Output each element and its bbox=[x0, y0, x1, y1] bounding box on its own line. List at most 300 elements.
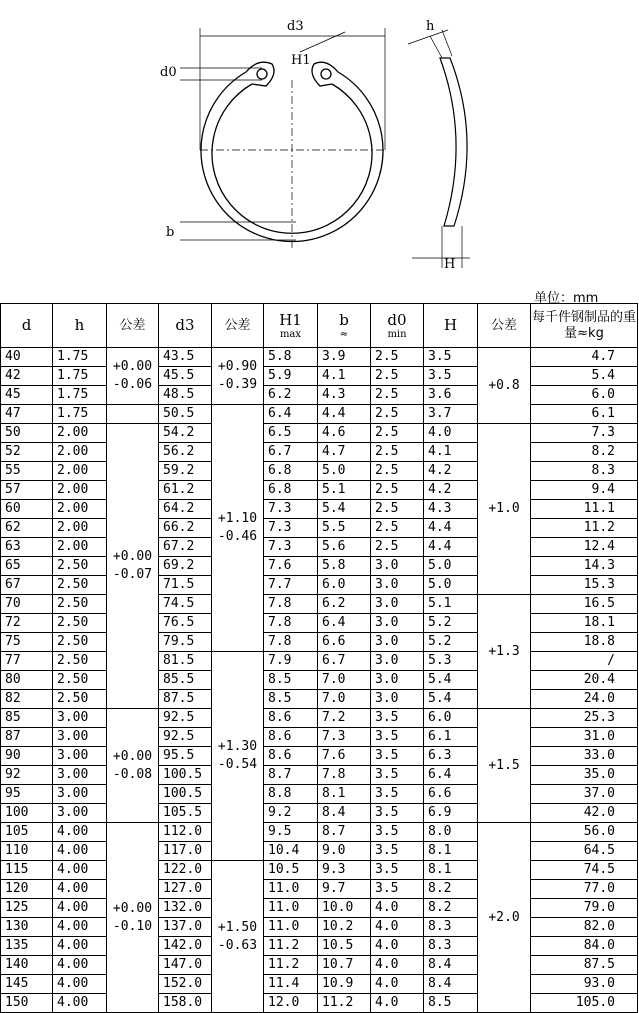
cell-h: 3.00 bbox=[53, 804, 107, 823]
cell-H: 4.2 bbox=[424, 462, 478, 481]
cell-weight: 84.0 bbox=[531, 937, 638, 956]
header-b-sub: ≈ bbox=[339, 328, 349, 340]
cell-H: 8.4 bbox=[424, 956, 478, 975]
cell-tol-H: +1.3 bbox=[478, 595, 531, 709]
header-b bbox=[318, 304, 371, 348]
cell-b: 6.0 bbox=[318, 576, 371, 595]
cell-d0: 2.5 bbox=[371, 405, 424, 424]
cell-H1: 6.4 bbox=[264, 405, 318, 424]
cell-d: 62 bbox=[1, 519, 53, 538]
cell-H: 6.4 bbox=[424, 766, 478, 785]
cell-d0: 3.5 bbox=[371, 728, 424, 747]
cell-H1: 8.6 bbox=[264, 747, 318, 766]
cell-weight: 4.7 bbox=[531, 348, 638, 367]
cell-weight: 20.4 bbox=[531, 671, 638, 690]
cell-d3: 87.5 bbox=[159, 690, 212, 709]
cell-d3: 71.5 bbox=[159, 576, 212, 595]
cell-d3: 152.0 bbox=[159, 975, 212, 994]
cell-d: 57 bbox=[1, 481, 53, 500]
cell-d3: 100.5 bbox=[159, 785, 212, 804]
cell-b: 4.4 bbox=[318, 405, 371, 424]
cell-h: 2.50 bbox=[53, 576, 107, 595]
table-row bbox=[1, 557, 638, 576]
cell-b: 8.4 bbox=[318, 804, 371, 823]
cell-h: 4.00 bbox=[53, 842, 107, 861]
unit-label: 单位：mm bbox=[534, 291, 599, 306]
cell-H: 8.4 bbox=[424, 975, 478, 994]
cell-H1: 10.4 bbox=[264, 842, 318, 861]
cell-h: 2.00 bbox=[53, 462, 107, 481]
cell-b: 7.6 bbox=[318, 747, 371, 766]
cell-h: 2.00 bbox=[53, 538, 107, 557]
cell-tol-H: +2.0 bbox=[478, 823, 531, 1013]
table-row bbox=[1, 918, 638, 937]
cell-h: 2.00 bbox=[53, 424, 107, 443]
cell-d: 130 bbox=[1, 918, 53, 937]
cell-b: 9.3 bbox=[318, 861, 371, 880]
header-d3: d3 bbox=[159, 304, 212, 348]
cell-d: 145 bbox=[1, 975, 53, 994]
cell-d3: 137.0 bbox=[159, 918, 212, 937]
table-row bbox=[1, 937, 638, 956]
cell-d3: 92.5 bbox=[159, 728, 212, 747]
cell-h: 3.00 bbox=[53, 709, 107, 728]
cell-tol-H: +1.0 bbox=[478, 424, 531, 595]
header-H: H bbox=[424, 304, 478, 348]
cell-d: 45 bbox=[1, 386, 53, 405]
cell-h: 4.00 bbox=[53, 956, 107, 975]
cell-H: 5.2 bbox=[424, 633, 478, 652]
cell-H1: 12.0 bbox=[264, 994, 318, 1013]
table-row bbox=[1, 975, 638, 994]
cell-H1: 7.6 bbox=[264, 557, 318, 576]
cell-H1: 7.3 bbox=[264, 519, 318, 538]
cell-h: 4.00 bbox=[53, 994, 107, 1013]
cell-d: 87 bbox=[1, 728, 53, 747]
cell-d: 140 bbox=[1, 956, 53, 975]
cell-d0: 4.0 bbox=[371, 975, 424, 994]
table-row bbox=[1, 842, 638, 861]
cell-d: 115 bbox=[1, 861, 53, 880]
header-d0-sub: min bbox=[387, 328, 407, 340]
table-row bbox=[1, 899, 638, 918]
cell-d0: 3.5 bbox=[371, 785, 424, 804]
cell-H1: 8.8 bbox=[264, 785, 318, 804]
cell-H: 4.4 bbox=[424, 519, 478, 538]
cell-H: 8.1 bbox=[424, 861, 478, 880]
cell-H: 4.0 bbox=[424, 424, 478, 443]
cell-H1: 6.8 bbox=[264, 481, 318, 500]
cell-d3: 142.0 bbox=[159, 937, 212, 956]
cell-d0: 4.0 bbox=[371, 899, 424, 918]
cell-tol-h: +0.00 -0.06 bbox=[107, 348, 159, 405]
cell-H1: 11.2 bbox=[264, 937, 318, 956]
cell-H: 5.0 bbox=[424, 557, 478, 576]
cell-H: 6.6 bbox=[424, 785, 478, 804]
cell-H1: 8.5 bbox=[264, 671, 318, 690]
cell-weight: 9.4 bbox=[531, 481, 638, 500]
cell-H1: 6.2 bbox=[264, 386, 318, 405]
table-row bbox=[1, 652, 638, 671]
cell-d0: 2.5 bbox=[371, 348, 424, 367]
cell-b: 10.7 bbox=[318, 956, 371, 975]
cell-d: 50 bbox=[1, 424, 53, 443]
cell-b: 4.3 bbox=[318, 386, 371, 405]
cell-h: 2.00 bbox=[53, 519, 107, 538]
cell-d: 75 bbox=[1, 633, 53, 652]
cell-d0: 3.0 bbox=[371, 671, 424, 690]
cell-H: 6.0 bbox=[424, 709, 478, 728]
table-row bbox=[1, 348, 638, 367]
cell-d3: 59.2 bbox=[159, 462, 212, 481]
cell-d: 42 bbox=[1, 367, 53, 386]
cell-weight: 35.0 bbox=[531, 766, 638, 785]
cell-b: 11.2 bbox=[318, 994, 371, 1013]
cell-d0: 3.0 bbox=[371, 557, 424, 576]
cell-d0: 3.5 bbox=[371, 880, 424, 899]
cell-d3: 95.5 bbox=[159, 747, 212, 766]
table-body bbox=[1, 348, 638, 1013]
table-row bbox=[1, 405, 638, 424]
table-row bbox=[1, 766, 638, 785]
table-row bbox=[1, 785, 638, 804]
cell-weight: 33.0 bbox=[531, 747, 638, 766]
cell-H1: 7.8 bbox=[264, 614, 318, 633]
cell-weight: 8.2 bbox=[531, 443, 638, 462]
cell-b: 4.1 bbox=[318, 367, 371, 386]
cell-H1: 8.6 bbox=[264, 728, 318, 747]
cell-H: 5.4 bbox=[424, 671, 478, 690]
cell-d: 120 bbox=[1, 880, 53, 899]
cell-d0: 4.0 bbox=[371, 937, 424, 956]
cell-d3: 74.5 bbox=[159, 595, 212, 614]
cell-b: 4.6 bbox=[318, 424, 371, 443]
table-row bbox=[1, 956, 638, 975]
right-lug bbox=[312, 62, 338, 86]
cell-b: 5.4 bbox=[318, 500, 371, 519]
header-d0 bbox=[371, 304, 424, 348]
cell-H: 3.5 bbox=[424, 367, 478, 386]
cell-H: 5.3 bbox=[424, 652, 478, 671]
cell-tol-h: +0.00 -0.08 bbox=[107, 709, 159, 823]
table-row bbox=[1, 367, 638, 386]
cell-H: 8.3 bbox=[424, 937, 478, 956]
cell-H: 4.4 bbox=[424, 538, 478, 557]
cell-d3: 81.5 bbox=[159, 652, 212, 671]
cell-b: 7.8 bbox=[318, 766, 371, 785]
cell-d3: 79.5 bbox=[159, 633, 212, 652]
table-row bbox=[1, 519, 638, 538]
cell-tol-d3: +1.10 -0.46 bbox=[212, 405, 264, 652]
cell-H1: 7.7 bbox=[264, 576, 318, 595]
cell-H: 6.3 bbox=[424, 747, 478, 766]
cell-H1: 6.8 bbox=[264, 462, 318, 481]
cell-h: 2.50 bbox=[53, 690, 107, 709]
cell-H1: 11.0 bbox=[264, 918, 318, 937]
cell-d: 40 bbox=[1, 348, 53, 367]
cell-H: 5.1 bbox=[424, 595, 478, 614]
cell-b: 7.0 bbox=[318, 671, 371, 690]
cell-h: 4.00 bbox=[53, 975, 107, 994]
cell-d: 47 bbox=[1, 405, 53, 424]
cell-h: 2.50 bbox=[53, 633, 107, 652]
cell-weight: 15.3 bbox=[531, 576, 638, 595]
cell-d3: 69.2 bbox=[159, 557, 212, 576]
cell-H1: 7.8 bbox=[264, 633, 318, 652]
cell-d: 80 bbox=[1, 671, 53, 690]
cell-H1: 11.0 bbox=[264, 880, 318, 899]
cell-d: 125 bbox=[1, 899, 53, 918]
cell-H: 3.6 bbox=[424, 386, 478, 405]
cell-b: 6.2 bbox=[318, 595, 371, 614]
cell-h: 4.00 bbox=[53, 899, 107, 918]
cell-d: 90 bbox=[1, 747, 53, 766]
cell-d: 100 bbox=[1, 804, 53, 823]
cell-b: 10.2 bbox=[318, 918, 371, 937]
cell-d3: 85.5 bbox=[159, 671, 212, 690]
d3-label: d3 bbox=[287, 19, 304, 34]
cell-b: 7.3 bbox=[318, 728, 371, 747]
cell-d3: 67.2 bbox=[159, 538, 212, 557]
retaining-ring-drawing bbox=[0, 0, 639, 290]
header-b-main: b bbox=[339, 310, 349, 329]
cell-d0: 2.5 bbox=[371, 367, 424, 386]
cell-weight: 105.0 bbox=[531, 994, 638, 1013]
cell-d3: 127.0 bbox=[159, 880, 212, 899]
cell-H1: 11.4 bbox=[264, 975, 318, 994]
table-row bbox=[1, 462, 638, 481]
table-row bbox=[1, 576, 638, 595]
cell-b: 3.9 bbox=[318, 348, 371, 367]
cell-H1: 6.5 bbox=[264, 424, 318, 443]
cell-H: 8.0 bbox=[424, 823, 478, 842]
cell-h: 3.00 bbox=[53, 766, 107, 785]
cell-d: 85 bbox=[1, 709, 53, 728]
cell-H1: 7.3 bbox=[264, 538, 318, 557]
cell-H1: 8.7 bbox=[264, 766, 318, 785]
cell-d3: 76.5 bbox=[159, 614, 212, 633]
cell-weight: 18.8 bbox=[531, 633, 638, 652]
cell-d0: 3.0 bbox=[371, 576, 424, 595]
cell-H1: 7.3 bbox=[264, 500, 318, 519]
table-row bbox=[1, 747, 638, 766]
cell-b: 6.4 bbox=[318, 614, 371, 633]
cell-H1: 9.5 bbox=[264, 823, 318, 842]
cell-d0: 2.5 bbox=[371, 500, 424, 519]
cell-d0: 3.5 bbox=[371, 747, 424, 766]
cell-d: 150 bbox=[1, 994, 53, 1013]
cell-d0: 2.5 bbox=[371, 386, 424, 405]
cell-d0: 2.5 bbox=[371, 462, 424, 481]
table-row bbox=[1, 728, 638, 747]
table-row bbox=[1, 614, 638, 633]
table-row bbox=[1, 443, 638, 462]
cell-d3: 147.0 bbox=[159, 956, 212, 975]
cell-d: 105 bbox=[1, 823, 53, 842]
cell-d0: 3.5 bbox=[371, 766, 424, 785]
cell-b: 6.6 bbox=[318, 633, 371, 652]
cell-H: 8.3 bbox=[424, 918, 478, 937]
cell-H: 3.7 bbox=[424, 405, 478, 424]
right-lug-hole bbox=[321, 69, 331, 79]
cell-h: 2.50 bbox=[53, 557, 107, 576]
table-row bbox=[1, 386, 638, 405]
cell-b: 5.5 bbox=[318, 519, 371, 538]
cell-h: 4.00 bbox=[53, 880, 107, 899]
cell-H1: 11.0 bbox=[264, 899, 318, 918]
cell-d3: 45.5 bbox=[159, 367, 212, 386]
cell-weight: 77.0 bbox=[531, 880, 638, 899]
table-row bbox=[1, 500, 638, 519]
cell-weight: 64.5 bbox=[531, 842, 638, 861]
cell-d0: 3.5 bbox=[371, 823, 424, 842]
cell-H: 3.5 bbox=[424, 348, 478, 367]
b-label: b bbox=[166, 225, 175, 240]
table-row bbox=[1, 994, 638, 1013]
cell-b: 7.2 bbox=[318, 709, 371, 728]
cell-d0: 2.5 bbox=[371, 424, 424, 443]
table-row bbox=[1, 880, 638, 899]
cell-weight: 7.3 bbox=[531, 424, 638, 443]
cell-H1: 10.5 bbox=[264, 861, 318, 880]
cell-h: 2.00 bbox=[53, 481, 107, 500]
cell-d0: 3.0 bbox=[371, 595, 424, 614]
cell-d0: 4.0 bbox=[371, 956, 424, 975]
cell-tol-h: +0.00 -0.10 bbox=[107, 823, 159, 1013]
cell-d0: 2.5 bbox=[371, 519, 424, 538]
cell-weight: 6.1 bbox=[531, 405, 638, 424]
cell-b: 9.0 bbox=[318, 842, 371, 861]
cell-weight: 93.0 bbox=[531, 975, 638, 994]
cell-tol-d3: +1.30 -0.54 bbox=[212, 652, 264, 861]
cell-d: 95 bbox=[1, 785, 53, 804]
cell-d0: 3.0 bbox=[371, 614, 424, 633]
cell-b: 5.1 bbox=[318, 481, 371, 500]
cell-h: 1.75 bbox=[53, 348, 107, 367]
cell-d0: 3.0 bbox=[371, 690, 424, 709]
table-row bbox=[1, 861, 638, 880]
cell-h: 2.50 bbox=[53, 671, 107, 690]
cell-h: 2.50 bbox=[53, 652, 107, 671]
cell-H: 8.2 bbox=[424, 880, 478, 899]
cell-d: 82 bbox=[1, 690, 53, 709]
header-tol-H: 公差 bbox=[478, 304, 531, 348]
cell-h: 2.00 bbox=[53, 500, 107, 519]
cell-d3: 122.0 bbox=[159, 861, 212, 880]
table-row bbox=[1, 481, 638, 500]
cell-H: 8.1 bbox=[424, 842, 478, 861]
cell-d: 135 bbox=[1, 937, 53, 956]
cell-b: 5.6 bbox=[318, 538, 371, 557]
cell-tol-h bbox=[107, 405, 159, 424]
cell-H: 8.5 bbox=[424, 994, 478, 1013]
header-tol-d3: 公差 bbox=[212, 304, 264, 348]
cell-H1: 7.8 bbox=[264, 595, 318, 614]
header-tol-h: 公差 bbox=[107, 304, 159, 348]
cell-d3: 54.2 bbox=[159, 424, 212, 443]
cell-weight: 25.3 bbox=[531, 709, 638, 728]
cell-d3: 66.2 bbox=[159, 519, 212, 538]
cell-h: 4.00 bbox=[53, 823, 107, 842]
cell-weight: 82.0 bbox=[531, 918, 638, 937]
cell-b: 10.9 bbox=[318, 975, 371, 994]
cell-d3: 158.0 bbox=[159, 994, 212, 1013]
cell-h: 3.00 bbox=[53, 747, 107, 766]
cell-H: 5.0 bbox=[424, 576, 478, 595]
cell-b: 5.0 bbox=[318, 462, 371, 481]
cell-weight: 87.5 bbox=[531, 956, 638, 975]
cell-weight: 14.3 bbox=[531, 557, 638, 576]
cell-d3: 61.2 bbox=[159, 481, 212, 500]
cell-d3: 48.5 bbox=[159, 386, 212, 405]
cell-tol-H: +1.5 bbox=[478, 709, 531, 823]
cell-d0: 2.5 bbox=[371, 443, 424, 462]
cell-weight: 12.4 bbox=[531, 538, 638, 557]
table-row bbox=[1, 633, 638, 652]
cell-d: 77 bbox=[1, 652, 53, 671]
cell-d: 70 bbox=[1, 595, 53, 614]
table-row bbox=[1, 823, 638, 842]
cell-b: 9.7 bbox=[318, 880, 371, 899]
cell-b: 10.5 bbox=[318, 937, 371, 956]
cell-d3: 43.5 bbox=[159, 348, 212, 367]
cell-h: 4.00 bbox=[53, 918, 107, 937]
cell-H1: 5.9 bbox=[264, 367, 318, 386]
cell-d3: 50.5 bbox=[159, 405, 212, 424]
cell-d0: 3.5 bbox=[371, 709, 424, 728]
dimension-table bbox=[0, 303, 638, 1013]
cell-H1: 6.7 bbox=[264, 443, 318, 462]
cell-h: 3.00 bbox=[53, 785, 107, 804]
cell-h: 3.00 bbox=[53, 728, 107, 747]
cell-weight: 16.5 bbox=[531, 595, 638, 614]
cell-tol-d3: +1.50 -0.63 bbox=[212, 861, 264, 1013]
cell-d: 60 bbox=[1, 500, 53, 519]
cell-d3: 56.2 bbox=[159, 443, 212, 462]
cell-h: 2.50 bbox=[53, 614, 107, 633]
cell-weight: 8.3 bbox=[531, 462, 638, 481]
cell-d3: 64.2 bbox=[159, 500, 212, 519]
cell-d0: 4.0 bbox=[371, 994, 424, 1013]
cell-b: 7.0 bbox=[318, 690, 371, 709]
cell-weight: 5.4 bbox=[531, 367, 638, 386]
cell-d0: 3.5 bbox=[371, 804, 424, 823]
cell-d: 67 bbox=[1, 576, 53, 595]
cell-b: 6.7 bbox=[318, 652, 371, 671]
table-row bbox=[1, 709, 638, 728]
cell-d0: 2.5 bbox=[371, 538, 424, 557]
cell-h: 1.75 bbox=[53, 367, 107, 386]
cell-H: 6.9 bbox=[424, 804, 478, 823]
cell-d3: 105.5 bbox=[159, 804, 212, 823]
cell-weight: 31.0 bbox=[531, 728, 638, 747]
cell-h: 4.00 bbox=[53, 861, 107, 880]
cell-h: 1.75 bbox=[53, 405, 107, 424]
header-d: d bbox=[1, 304, 53, 348]
cell-H1: 8.6 bbox=[264, 709, 318, 728]
cell-d0: 3.5 bbox=[371, 861, 424, 880]
table-row bbox=[1, 424, 638, 443]
table-row bbox=[1, 671, 638, 690]
cell-d: 55 bbox=[1, 462, 53, 481]
cell-H: 4.3 bbox=[424, 500, 478, 519]
H-label: H bbox=[444, 257, 456, 272]
cell-H: 8.2 bbox=[424, 899, 478, 918]
cell-b: 4.7 bbox=[318, 443, 371, 462]
cell-tol-h: +0.00 -0.07 bbox=[107, 424, 159, 709]
cell-H: 6.1 bbox=[424, 728, 478, 747]
cell-d: 92 bbox=[1, 766, 53, 785]
